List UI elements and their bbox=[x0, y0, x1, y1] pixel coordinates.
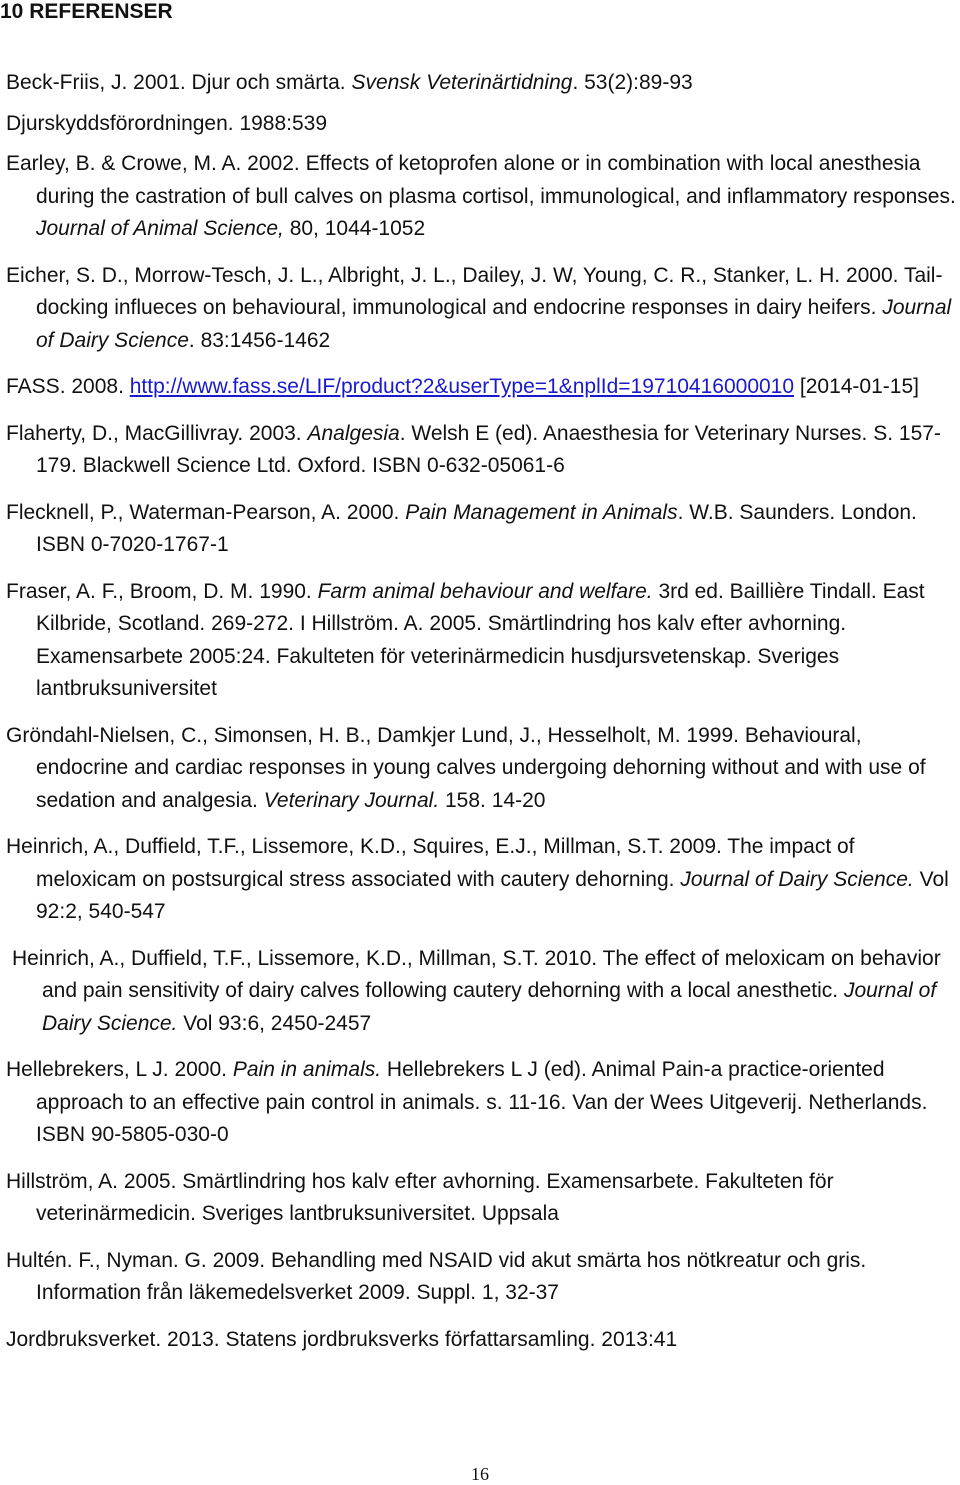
reference-list bbox=[6, 67, 956, 1370]
reference-item: Heinrich, A., Duffield, T.F., Lissemore, K.D., Millman, S.T. 2010. The effect of meloxicam on behavior and pain sensitivity of dairy calves following cautery dehorning with a local anesthetic. Journal of Dairy Science. Vol 93:6, 2450-2457 bbox=[12, 946, 941, 1035]
fass-product-link[interactable]: http://www.fass.se/LIF/product?2&userType=1&nplId=19710416000010 bbox=[129, 375, 795, 398]
reference-item: Fraser, A. F., Broom, D. M. 1990. Farm animal behaviour and welfare. 3rd ed. Baillière Tindall. East Kilbride, Scotland. 269-272. I Hillström. A. 2005. Smärtlindring hos kalv efter avhorning. Examensarbete 2005:24. Fakulteten för veterinärmedicin husdjursvetenskap. Sveriges lantbruksuniversitet bbox=[6, 579, 925, 700]
reference-item: FASS. 2008. http://www.fass.se/LIF/product?2&userType=1&nplId=19710416000010 [2014-01-15] bbox=[6, 375, 919, 398]
page-number: 16 bbox=[471, 1464, 489, 1484]
reference-item: Flecknell, P., Waterman-Pearson, A. 2000. Pain Management in Animals. W.B. Saunders. London. ISBN 0-7020-1767-1 bbox=[6, 500, 917, 556]
reference-item: Hultén. F., Nyman. G. 2009. Behandling med NSAID vid akut smärta hos nötkreatur och gris. Information från läkemedelsverket 2009. Suppl. 1, 32-37 bbox=[6, 1248, 867, 1304]
reference-item: Heinrich, A., Duffield, T.F., Lissemore, K.D., Squires, E.J., Millman, S.T. 2009. The impact of meloxicam on postsurgical stress associated with cautery dehorning. Journal of Dairy Science. Vol 92:2, 540-547 bbox=[6, 835, 949, 923]
reference-item: Gröndahl-Nielsen, C., Simonsen, H. B., Damkjer Lund, J., Hesselholt, M. 1999. Behavioural, endocrine and cardiac responses in young calves undergoing dehorning without and with use of sedation and analgesia. Veterinary Journal. 158. 14-20 bbox=[6, 723, 926, 812]
section-heading: 10 REFERENSER bbox=[0, 0, 173, 23]
reference-item: Hillström, A. 2005. Smärtlindring hos kalv efter avhorning. Examensarbete. Fakulteten för veterinärmedicin. Sveriges lantbruksuniversitet. Uppsala bbox=[6, 1169, 834, 1225]
reference-item: Flaherty, D., MacGillivray. 2003. Analgesia. Welsh E (ed). Anaesthesia for Veterinary Nurses. S. 157- 179. Blackwell Science Ltd. Oxford. ISBN 0-632-05061-6 bbox=[6, 421, 941, 477]
reference-item: Beck-Friis, J. 2001. Djur och smärta. Svensk Veterinärtidning. 53(2):89-93 bbox=[6, 71, 693, 94]
reference-item: Djurskyddsförordningen. 1988:539 bbox=[6, 111, 328, 135]
reference-item: Jordbruksverket. 2013. Statens jordbruksverks författarsamling. 2013:41 bbox=[6, 1327, 678, 1351]
reference-item: Earley, B. & Crowe, M. A. 2002. Effects of ketoprofen alone or in combination with local anesthesia during the castration of bull calves on plasma cortisol, immunological, and inflammatory responses. Journal of Animal Science, 80, 1044-1052 bbox=[6, 152, 956, 240]
reference-item: Hellebrekers, L J. 2000. Pain in animals. Hellebrekers L J (ed). Animal Pain-a practice-oriented approach to an effective pain control in animals. s. 11-16. Van der Wees Uitgeverij. Netherlands. ISBN 90-5805-030-0 bbox=[6, 1058, 928, 1146]
reference-item: Eicher, S. D., Morrow-Tesch, J. L., Albright, J. L., Dailey, J. W, Young, C. R., Stanker, L. H. 2000. Tail-docking influeces on behavioural, immunological and endocrine responses in dairy heifers. Journal of Dairy Science. 83:1456-1462 bbox=[6, 263, 952, 352]
